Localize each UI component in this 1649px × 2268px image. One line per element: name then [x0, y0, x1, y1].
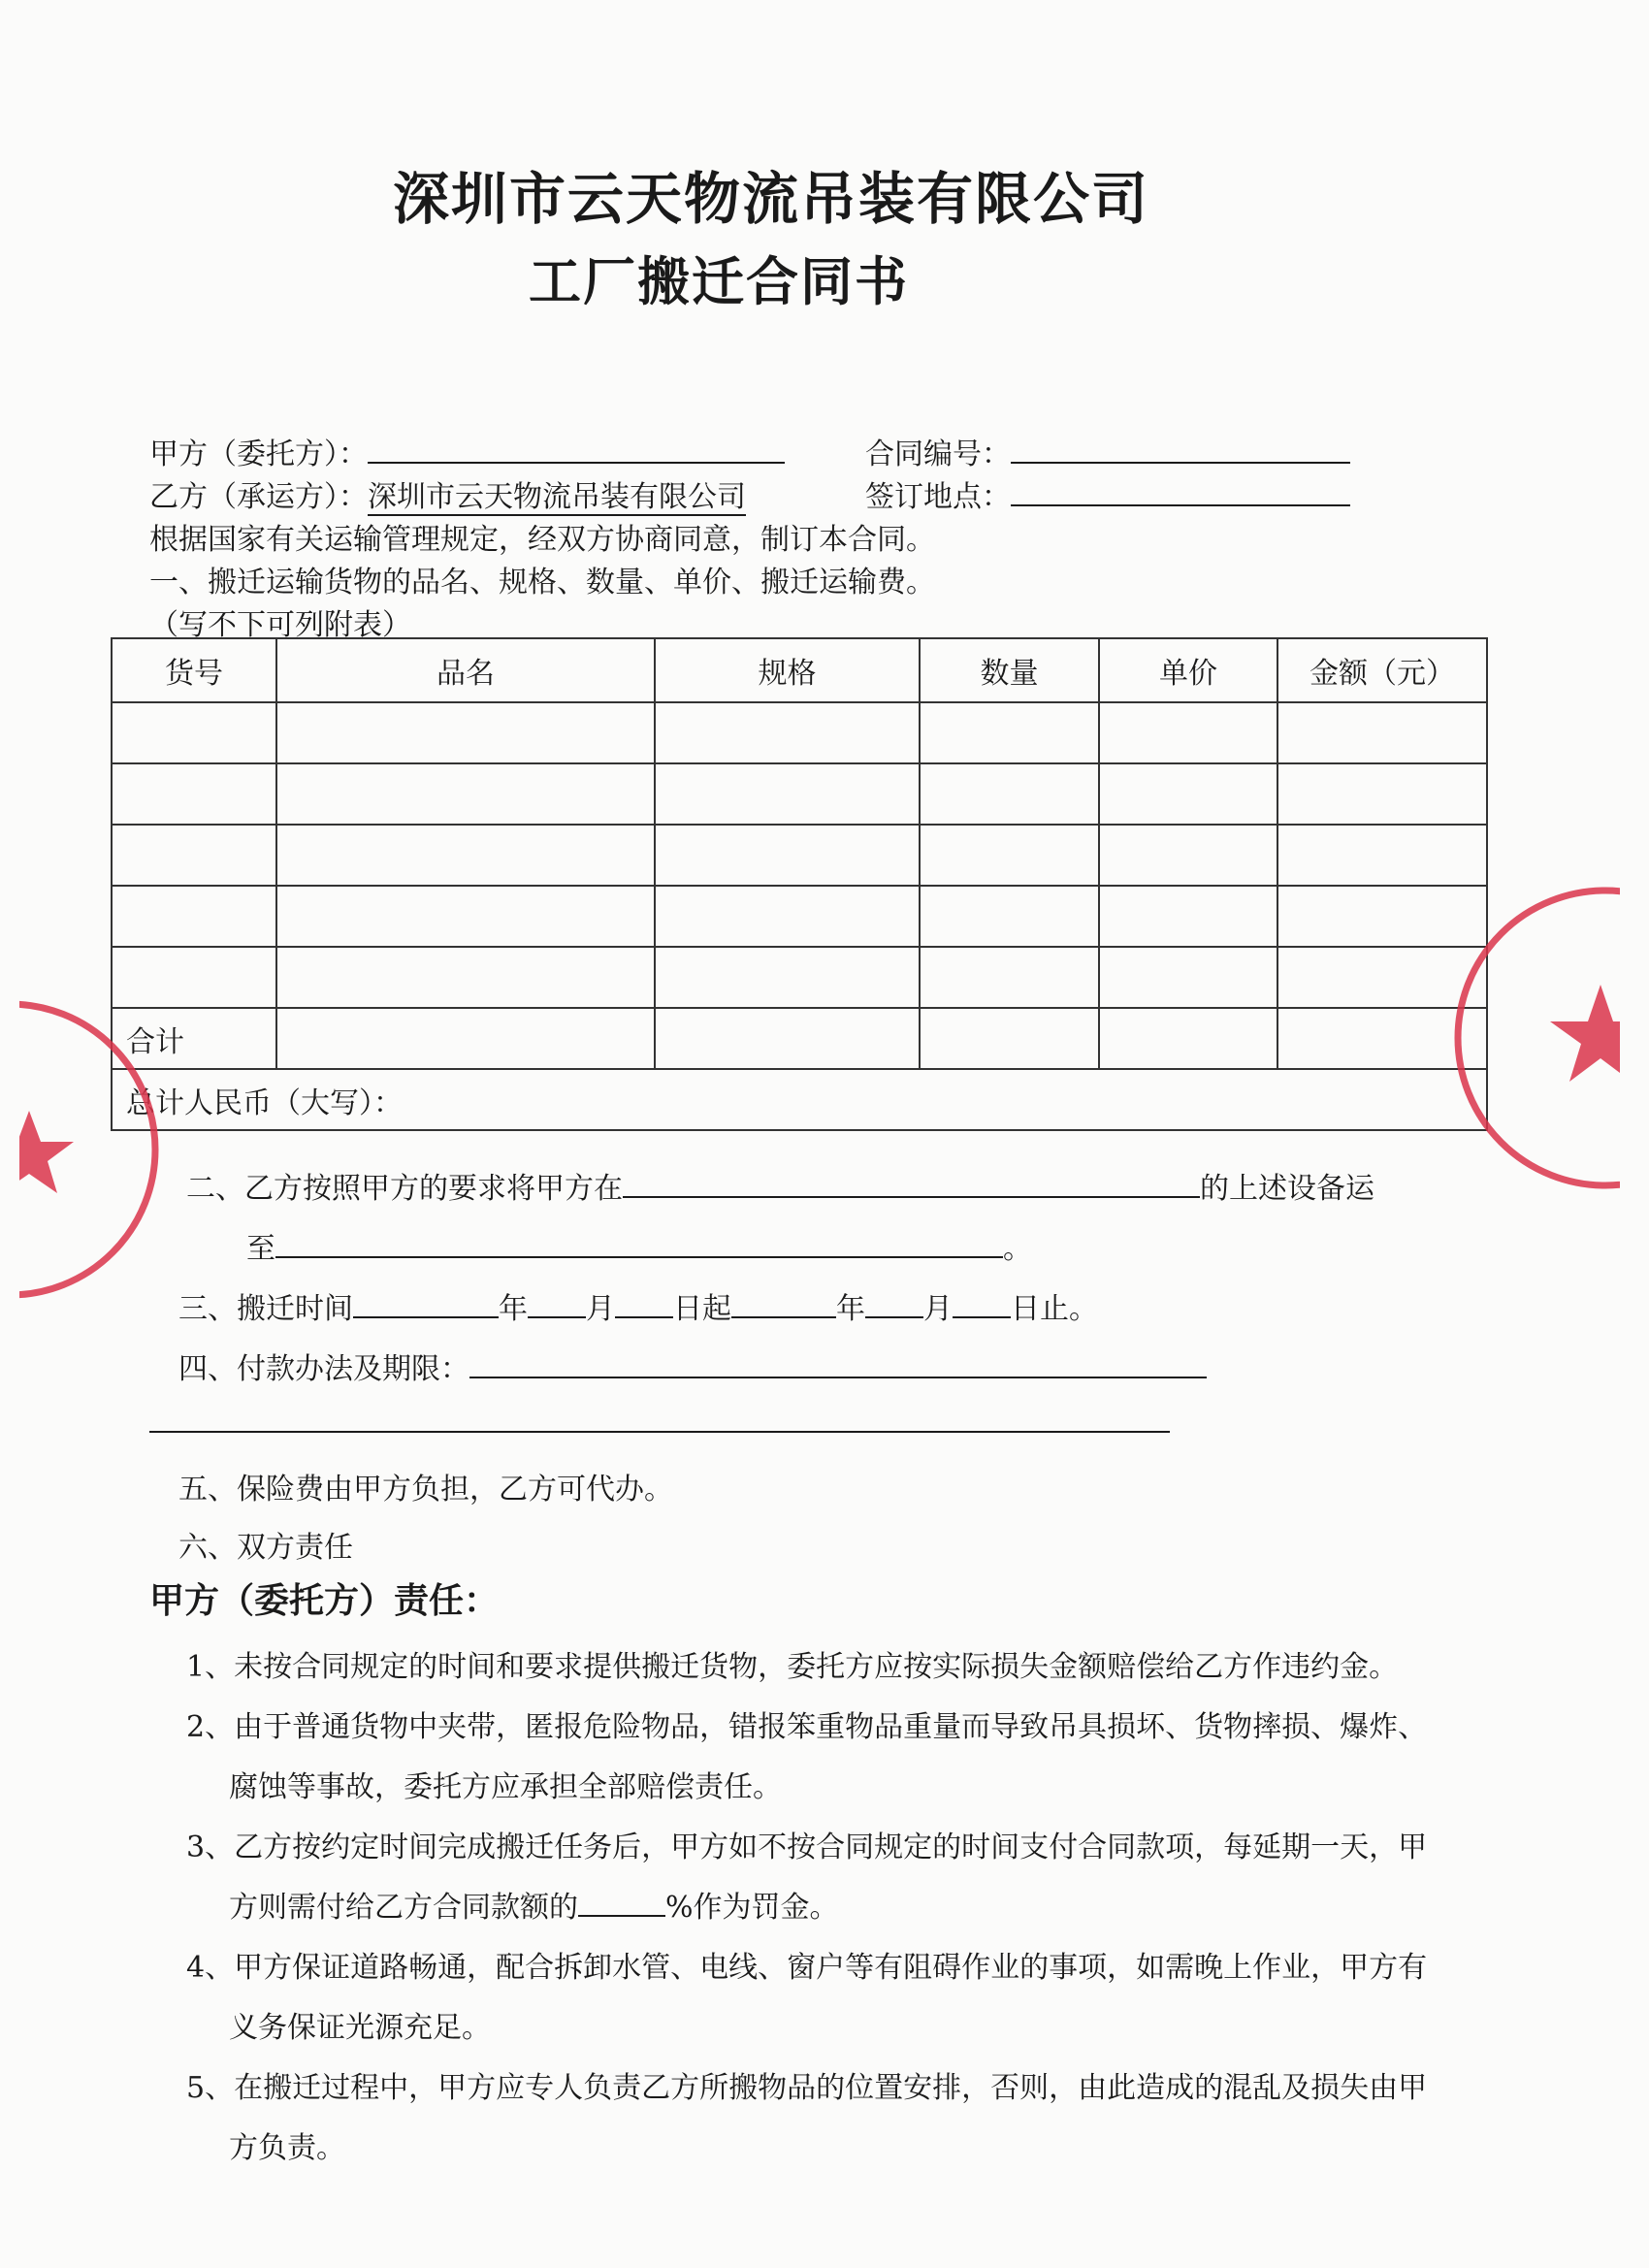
destination-field — [275, 1229, 1003, 1258]
month-label: 月 — [586, 1292, 615, 1326]
table-cell[interactable] — [920, 702, 1099, 763]
col-header: 品名 — [276, 638, 655, 702]
party-a-label: 甲方（委托方）： — [149, 437, 368, 471]
payment-continuation-line — [149, 1431, 1170, 1433]
table-cell[interactable] — [1099, 1008, 1277, 1069]
company-seal-left — [19, 994, 179, 1305]
table-cell[interactable] — [1099, 886, 1277, 947]
duty-1-line1: 1、未按合同规定的时间和要求提供搬迁货物，委托方应按实际损失金额赔偿给乙方作违约金。 — [186, 1650, 1399, 1684]
table-cell[interactable] — [112, 886, 276, 947]
table-cell[interactable] — [920, 1008, 1099, 1069]
duty-2-line2: 腐蚀等事故，委托方应承担全部赔偿责任。 — [229, 1770, 782, 1804]
table-row — [112, 886, 1487, 947]
duty-3-line2 — [229, 1883, 839, 1926]
table-cell[interactable] — [920, 886, 1099, 947]
col-header: 单价 — [1099, 638, 1277, 702]
table-cell[interactable] — [276, 1008, 655, 1069]
table-row — [112, 825, 1487, 886]
table-cell[interactable] — [1099, 763, 1277, 825]
clause-5: 五、保险费由甲方负担，乙方可代办。 — [178, 1473, 673, 1507]
duty-4-line2: 义务保证光源充足。 — [229, 2011, 491, 2045]
table-cell[interactable] — [655, 947, 920, 1008]
duty-5-line1: 5、在搬迁过程中，甲方应专人负责乙方所搬物品的位置安排，否则，由此造成的混乱及损失由甲 — [186, 2071, 1428, 2105]
contract-no-label: 合同编号： — [865, 437, 1011, 471]
table-cell[interactable] — [1099, 947, 1277, 1008]
col-header: 规格 — [655, 638, 920, 702]
table-cell[interactable] — [112, 702, 276, 763]
duty-3-line1: 3、乙方按约定时间完成搬迁任务后，甲方如不按合同规定的时间支付合同款项，每延期一天，甲 — [186, 1831, 1428, 1864]
clause-2-to: 至 — [246, 1232, 275, 1266]
clause-2-end: 。 — [1003, 1232, 1032, 1266]
table-cell[interactable] — [1099, 702, 1277, 763]
table-row — [112, 763, 1487, 825]
table-cell[interactable] — [1099, 825, 1277, 886]
sign-place-row — [865, 472, 1350, 515]
goods-table — [111, 637, 1488, 1131]
table-cell[interactable] — [920, 825, 1099, 886]
duty-5-line2: 方负责。 — [229, 2131, 345, 2165]
clause-4-label: 四、付款办法及期限： — [178, 1352, 469, 1386]
table-cell[interactable] — [655, 825, 920, 886]
total-row — [112, 1008, 1487, 1069]
table-header-row — [112, 638, 1487, 702]
clause-2-suffix: 的上述设备运 — [1200, 1172, 1374, 1206]
table-cell[interactable] — [112, 825, 276, 886]
table-cell[interactable] — [920, 763, 1099, 825]
end-month-field — [865, 1289, 923, 1318]
penalty-percent-field — [578, 1888, 665, 1917]
clause-1: 一、搬迁运输货物的品名、规格、数量、单价、搬迁运输费。 — [149, 566, 935, 599]
company-title: 深圳市云天物流吊装有限公司 — [392, 166, 1149, 232]
col-header: 金额（元） — [1277, 638, 1487, 702]
clause-1-note: （写不下可列附表） — [149, 608, 411, 642]
duty-4-line1: 4、甲方保证道路畅通，配合拆卸水管、电线、窗户等有阻碍作业的事项，如需晚上作业，甲方有 — [186, 1951, 1428, 1985]
payment-field — [469, 1349, 1207, 1378]
table-cell[interactable] — [655, 702, 920, 763]
end-day-field — [953, 1289, 1011, 1318]
party-a-duty-title: 甲方（委托方）责任： — [149, 1580, 500, 1621]
document-title: 工厂搬迁合同书 — [529, 250, 909, 312]
clause-2-line1 — [186, 1164, 1374, 1207]
party-a-row — [149, 430, 785, 472]
month-label: 月 — [923, 1292, 953, 1326]
party-b-row — [149, 472, 746, 515]
clause-6: 六、双方责任 — [178, 1531, 353, 1565]
clause-3-label: 三、搬迁时间 — [178, 1292, 353, 1326]
table-cell[interactable] — [112, 763, 276, 825]
clause-4 — [178, 1345, 1207, 1387]
duty-2-line1: 2、由于普通货物中夹带，匿报危险物品，错报笨重物品重量而导致吊具损坏、货物摔损、爆炸、 — [186, 1710, 1428, 1744]
table-cell[interactable] — [276, 886, 655, 947]
table-cell[interactable] — [276, 702, 655, 763]
year-label: 年 — [836, 1292, 865, 1326]
table-cell[interactable] — [655, 763, 920, 825]
table-cell[interactable] — [655, 886, 920, 947]
origin-field — [623, 1169, 1200, 1198]
start-month-field — [528, 1289, 586, 1318]
col-header: 数量 — [920, 638, 1099, 702]
table-cell[interactable] — [920, 947, 1099, 1008]
intro-text: 根据国家有关运输管理规定，经双方协商同意，制订本合同。 — [149, 523, 935, 557]
table-cell[interactable] — [1277, 763, 1487, 825]
day-from-label: 日起 — [673, 1292, 731, 1326]
table-cell[interactable] — [1277, 702, 1487, 763]
sign-place-label: 签订地点： — [865, 480, 1011, 514]
total-rmb-label: 总计人民币（大写）： — [112, 1069, 1487, 1130]
contract-no-row — [865, 430, 1350, 472]
table-cell[interactable] — [655, 1008, 920, 1069]
company-seal-right — [1436, 878, 1620, 1198]
start-day-field — [615, 1289, 673, 1318]
party-a-field — [368, 435, 785, 464]
end-year-field — [731, 1289, 836, 1318]
total-rmb-row — [112, 1069, 1487, 1130]
duty-3-text: 方则需付给乙方合同款额的 — [229, 1891, 578, 1925]
table-cell[interactable] — [276, 763, 655, 825]
duty-3-suffix: %作为罚金。 — [665, 1891, 839, 1925]
sign-place-field — [1011, 477, 1350, 506]
year-label: 年 — [499, 1292, 528, 1326]
table-row — [112, 702, 1487, 763]
total-label: 合计 — [112, 1008, 276, 1069]
day-to-label: 日止。 — [1011, 1292, 1098, 1326]
table-cell[interactable] — [276, 825, 655, 886]
table-cell[interactable] — [276, 947, 655, 1008]
table-row — [112, 947, 1487, 1008]
party-b-value: 深圳市云天物流吊装有限公司 — [368, 480, 746, 514]
table-cell[interactable] — [1277, 825, 1487, 886]
party-b-label: 乙方（承运方）： — [149, 480, 368, 514]
clause-2-prefix: 二、乙方按照甲方的要求将甲方在 — [186, 1172, 623, 1206]
col-header: 货号 — [112, 638, 276, 702]
contract-no-field — [1011, 435, 1350, 464]
start-year-field — [353, 1289, 499, 1318]
clause-2-line2 — [246, 1224, 1032, 1267]
clause-3 — [178, 1284, 1098, 1327]
